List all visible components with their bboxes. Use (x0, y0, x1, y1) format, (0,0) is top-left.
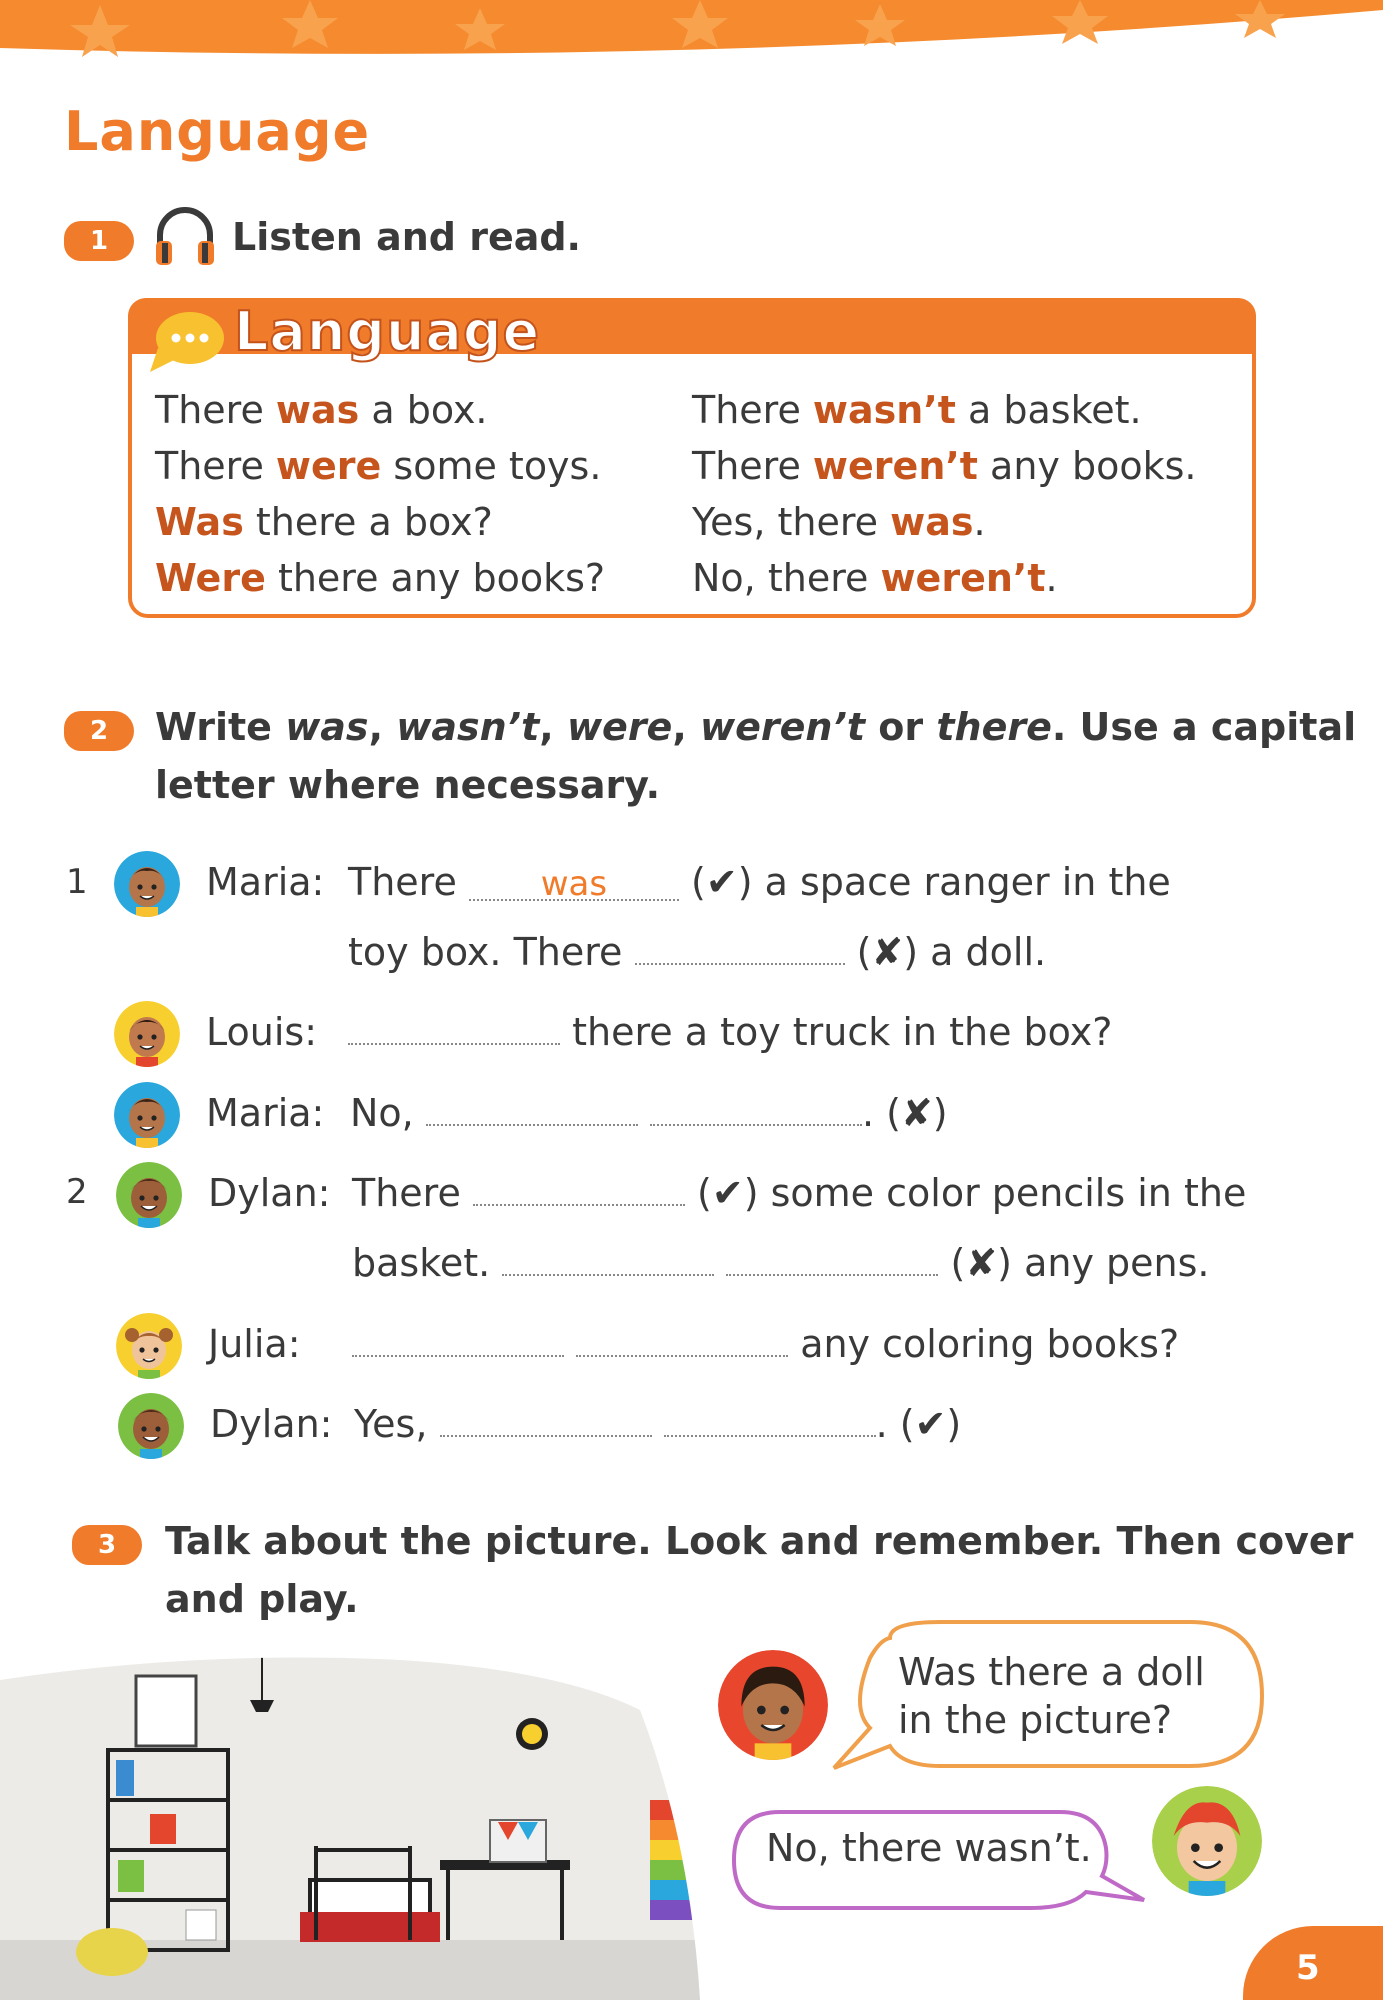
exercise-2-instruction-line1 (155, 698, 1357, 756)
speaker-dylan: Dylan: (210, 1402, 333, 1446)
highlight-word: Were (155, 556, 266, 600)
answer-blank[interactable] (348, 1013, 560, 1045)
text: toy box. There (348, 930, 623, 974)
item-number-2: 2 (66, 1172, 88, 1212)
boy-avatar (1152, 1786, 1262, 1896)
dialogue-line-5 (352, 1171, 1246, 1215)
dialogue-line-3 (348, 1010, 1112, 1054)
language-line (155, 494, 605, 550)
text: wasn’t (396, 705, 540, 749)
text: . (✘) (861, 1091, 948, 1135)
highlight-word: Was (155, 500, 244, 544)
text: (✘) a doll. (856, 930, 1047, 974)
highlight-word: was (275, 388, 360, 432)
highlight-word: was (890, 500, 974, 544)
louis-avatar (114, 1001, 180, 1067)
bubble-line: in the picture? (898, 1698, 1173, 1742)
text: No, there (692, 556, 881, 600)
text: any books. (977, 444, 1197, 488)
headphones-icon[interactable] (152, 205, 218, 267)
text: There (348, 860, 457, 904)
text: (✔) a space ranger in the (691, 860, 1171, 904)
girl-avatar (718, 1650, 828, 1760)
answer-blank[interactable] (726, 1244, 938, 1276)
language-right-column (692, 382, 1197, 606)
text: a box. (359, 388, 488, 432)
text: There (692, 444, 813, 488)
text: No, (350, 1091, 414, 1135)
exercise-2-instruction (155, 698, 1357, 814)
text: some toys. (381, 444, 602, 488)
exercise-1-instruction: Listen and read. (232, 215, 581, 259)
text: (✘) any pens. (950, 1241, 1210, 1285)
highlight-word: wasn’t (812, 388, 956, 432)
text: . (1045, 556, 1058, 600)
text: , (539, 705, 567, 749)
dialogue-line-4 (350, 1091, 948, 1135)
answer-blank[interactable] (352, 1325, 564, 1357)
language-line (692, 494, 1197, 550)
exercise-2-number: 2 (89, 716, 109, 746)
text: . (973, 500, 986, 544)
language-line (692, 550, 1197, 606)
maria-avatar (114, 851, 180, 917)
exercise-2-badge (64, 711, 134, 751)
language-box-title: Language (234, 300, 541, 363)
exercise-3-instruction (165, 1512, 1353, 1628)
answer-blank[interactable] (635, 933, 845, 965)
text: a basket. (955, 388, 1142, 432)
text: there a box? (243, 500, 493, 544)
language-line (692, 438, 1197, 494)
top-banner (0, 0, 1383, 70)
text: There (155, 444, 276, 488)
language-line (692, 382, 1197, 438)
julia-avatar (116, 1313, 182, 1379)
exercise-3-instruction-line1: Talk about the picture. Look and remember. Then cover (165, 1519, 1354, 1563)
text: weren’t (700, 705, 866, 749)
dialogue-line-7 (352, 1322, 1179, 1366)
text: there any books? (265, 556, 606, 600)
text: There (155, 388, 276, 432)
speaker-dylan: Dylan: (208, 1171, 331, 1215)
highlight-word: weren’t (880, 556, 1046, 600)
bedroom-picture (0, 1640, 700, 2000)
answer-blank[interactable] (426, 1094, 638, 1126)
text: Yes, (354, 1402, 428, 1446)
answer-blank[interactable] (576, 1325, 788, 1357)
page-number: 5 (1296, 1948, 1320, 1988)
speaker-louis: Louis: (206, 1010, 317, 1054)
maria-avatar (114, 1082, 180, 1148)
answer-blank[interactable] (502, 1244, 714, 1276)
example-answer-blank: was (469, 869, 679, 901)
dialogue-line-1 (348, 860, 1171, 904)
text: Yes, there (692, 500, 891, 544)
text: There (352, 1171, 461, 1215)
speech-bubble-question-text (898, 1648, 1205, 1744)
highlight-word: were (275, 444, 382, 488)
exercise-2-instruction-line2: letter where necessary. (155, 763, 661, 807)
text: basket. (352, 1241, 491, 1285)
dylan-avatar (118, 1393, 184, 1459)
dialogue-line-6 (352, 1241, 1209, 1285)
language-left-column (155, 382, 605, 606)
exercise-1-number: 1 (89, 226, 109, 256)
language-line (155, 438, 605, 494)
answer-blank[interactable] (473, 1174, 685, 1206)
text: There (692, 388, 813, 432)
text: there a toy truck in the box? (572, 1010, 1113, 1054)
exercise-1-badge (64, 221, 134, 261)
text: were (566, 705, 673, 749)
exercise-3-badge (72, 1525, 142, 1565)
exercise-3-number: 3 (97, 1530, 117, 1560)
highlight-word: weren’t (812, 444, 978, 488)
speaker-julia: Julia: (208, 1322, 301, 1366)
text: any coloring books? (800, 1322, 1180, 1366)
exercise-3-instruction-line2: and play. (165, 1577, 359, 1621)
language-line (155, 382, 605, 438)
speaker-maria: Maria: (206, 860, 325, 904)
answer-blank[interactable] (664, 1405, 876, 1437)
page-heading: Language (64, 100, 371, 163)
text: , (368, 705, 397, 749)
answer-blank[interactable] (650, 1094, 862, 1126)
language-line (155, 550, 605, 606)
text: was (285, 705, 369, 749)
item-number-1: 1 (66, 862, 88, 902)
dylan-avatar (116, 1162, 182, 1228)
speech-bubble-icon (148, 308, 226, 374)
text: (✔) some color pencils in the (697, 1171, 1247, 1215)
text: , (672, 705, 700, 749)
answer-blank[interactable] (440, 1405, 652, 1437)
bubble-line: Was there a doll (898, 1650, 1205, 1694)
speech-bubble-answer-text: No, there wasn’t. (766, 1826, 1092, 1870)
speaker-maria: Maria: (206, 1091, 325, 1135)
text: there (936, 705, 1052, 749)
text: . (✔) (875, 1402, 962, 1446)
text: Write (155, 705, 286, 749)
text: . Use a capital (1051, 705, 1357, 749)
dialogue-line-8 (354, 1402, 961, 1446)
text: or (865, 705, 937, 749)
dialogue-line-2 (348, 930, 1046, 974)
